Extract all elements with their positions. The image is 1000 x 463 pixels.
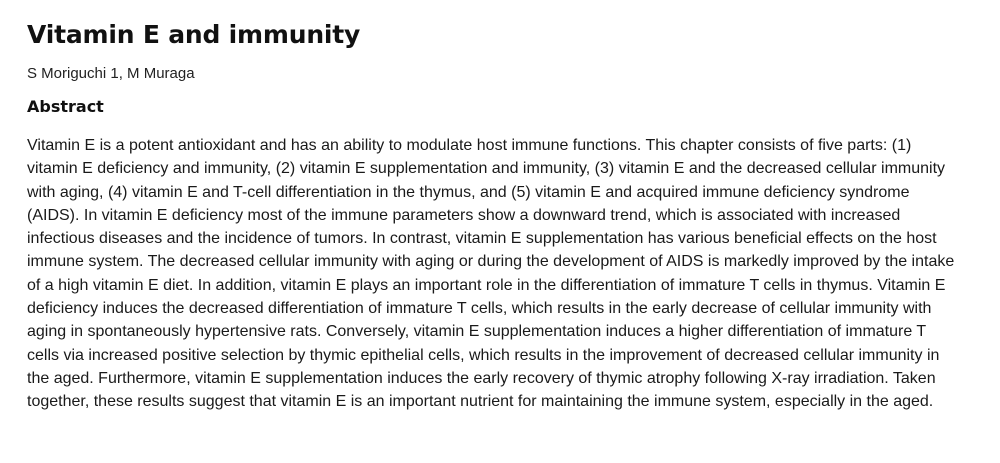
article-title: Vitamin E and immunity	[27, 20, 361, 49]
abstract-text: Vitamin E is a potent antioxidant and has an ability to modulate host immune functions. This chapter consists of five parts: (1) vitamin E deficiency and immunity, (2) vitamin E supplementation and immunity, (3) vitamin E and the decreased cellular immunity with aging, (4) vitamin E and T-cell differentiation in the thymus, and (5) vitamin E and acquired immune deficiency syndrome (AIDS). In vitamin E deficiency most of the immune parameters show a downward trend, which is associated with increased infectious diseases and the incidence of tumors. In contrast, vitamin E supplementation has various beneficial effects on the host immune system. The decreased cellular immunity with aging or during the development of AIDS is markedly improved by the intake of a high vitamin E diet. In addition, vitamin E plays an important role in the differentiation of immature T cells in thymus. Vitamin E deficiency induces the decreased differentiation of immature T cells, which results in the early decrease of cellular immunity with aging in spontaneously hypertensive rats. Conversely, vitamin E supplementation induces a higher differentiation of immature T cells via increased positive selection by thymic epithelial cells, which results in the improvement of decreased cellular immunity in the aged. Furthermore, vitamin E supplementation induces the early recovery of thymic atrophy following X-ray irradiation. Taken together, these results suggest that vitamin E is an important nutrient for maintaining the immune system, especially in the aged.	[27, 137, 955, 411]
abstract-heading: Abstract	[27, 97, 104, 116]
article-authors: S Moriguchi 1, M Muraga	[27, 65, 195, 82]
